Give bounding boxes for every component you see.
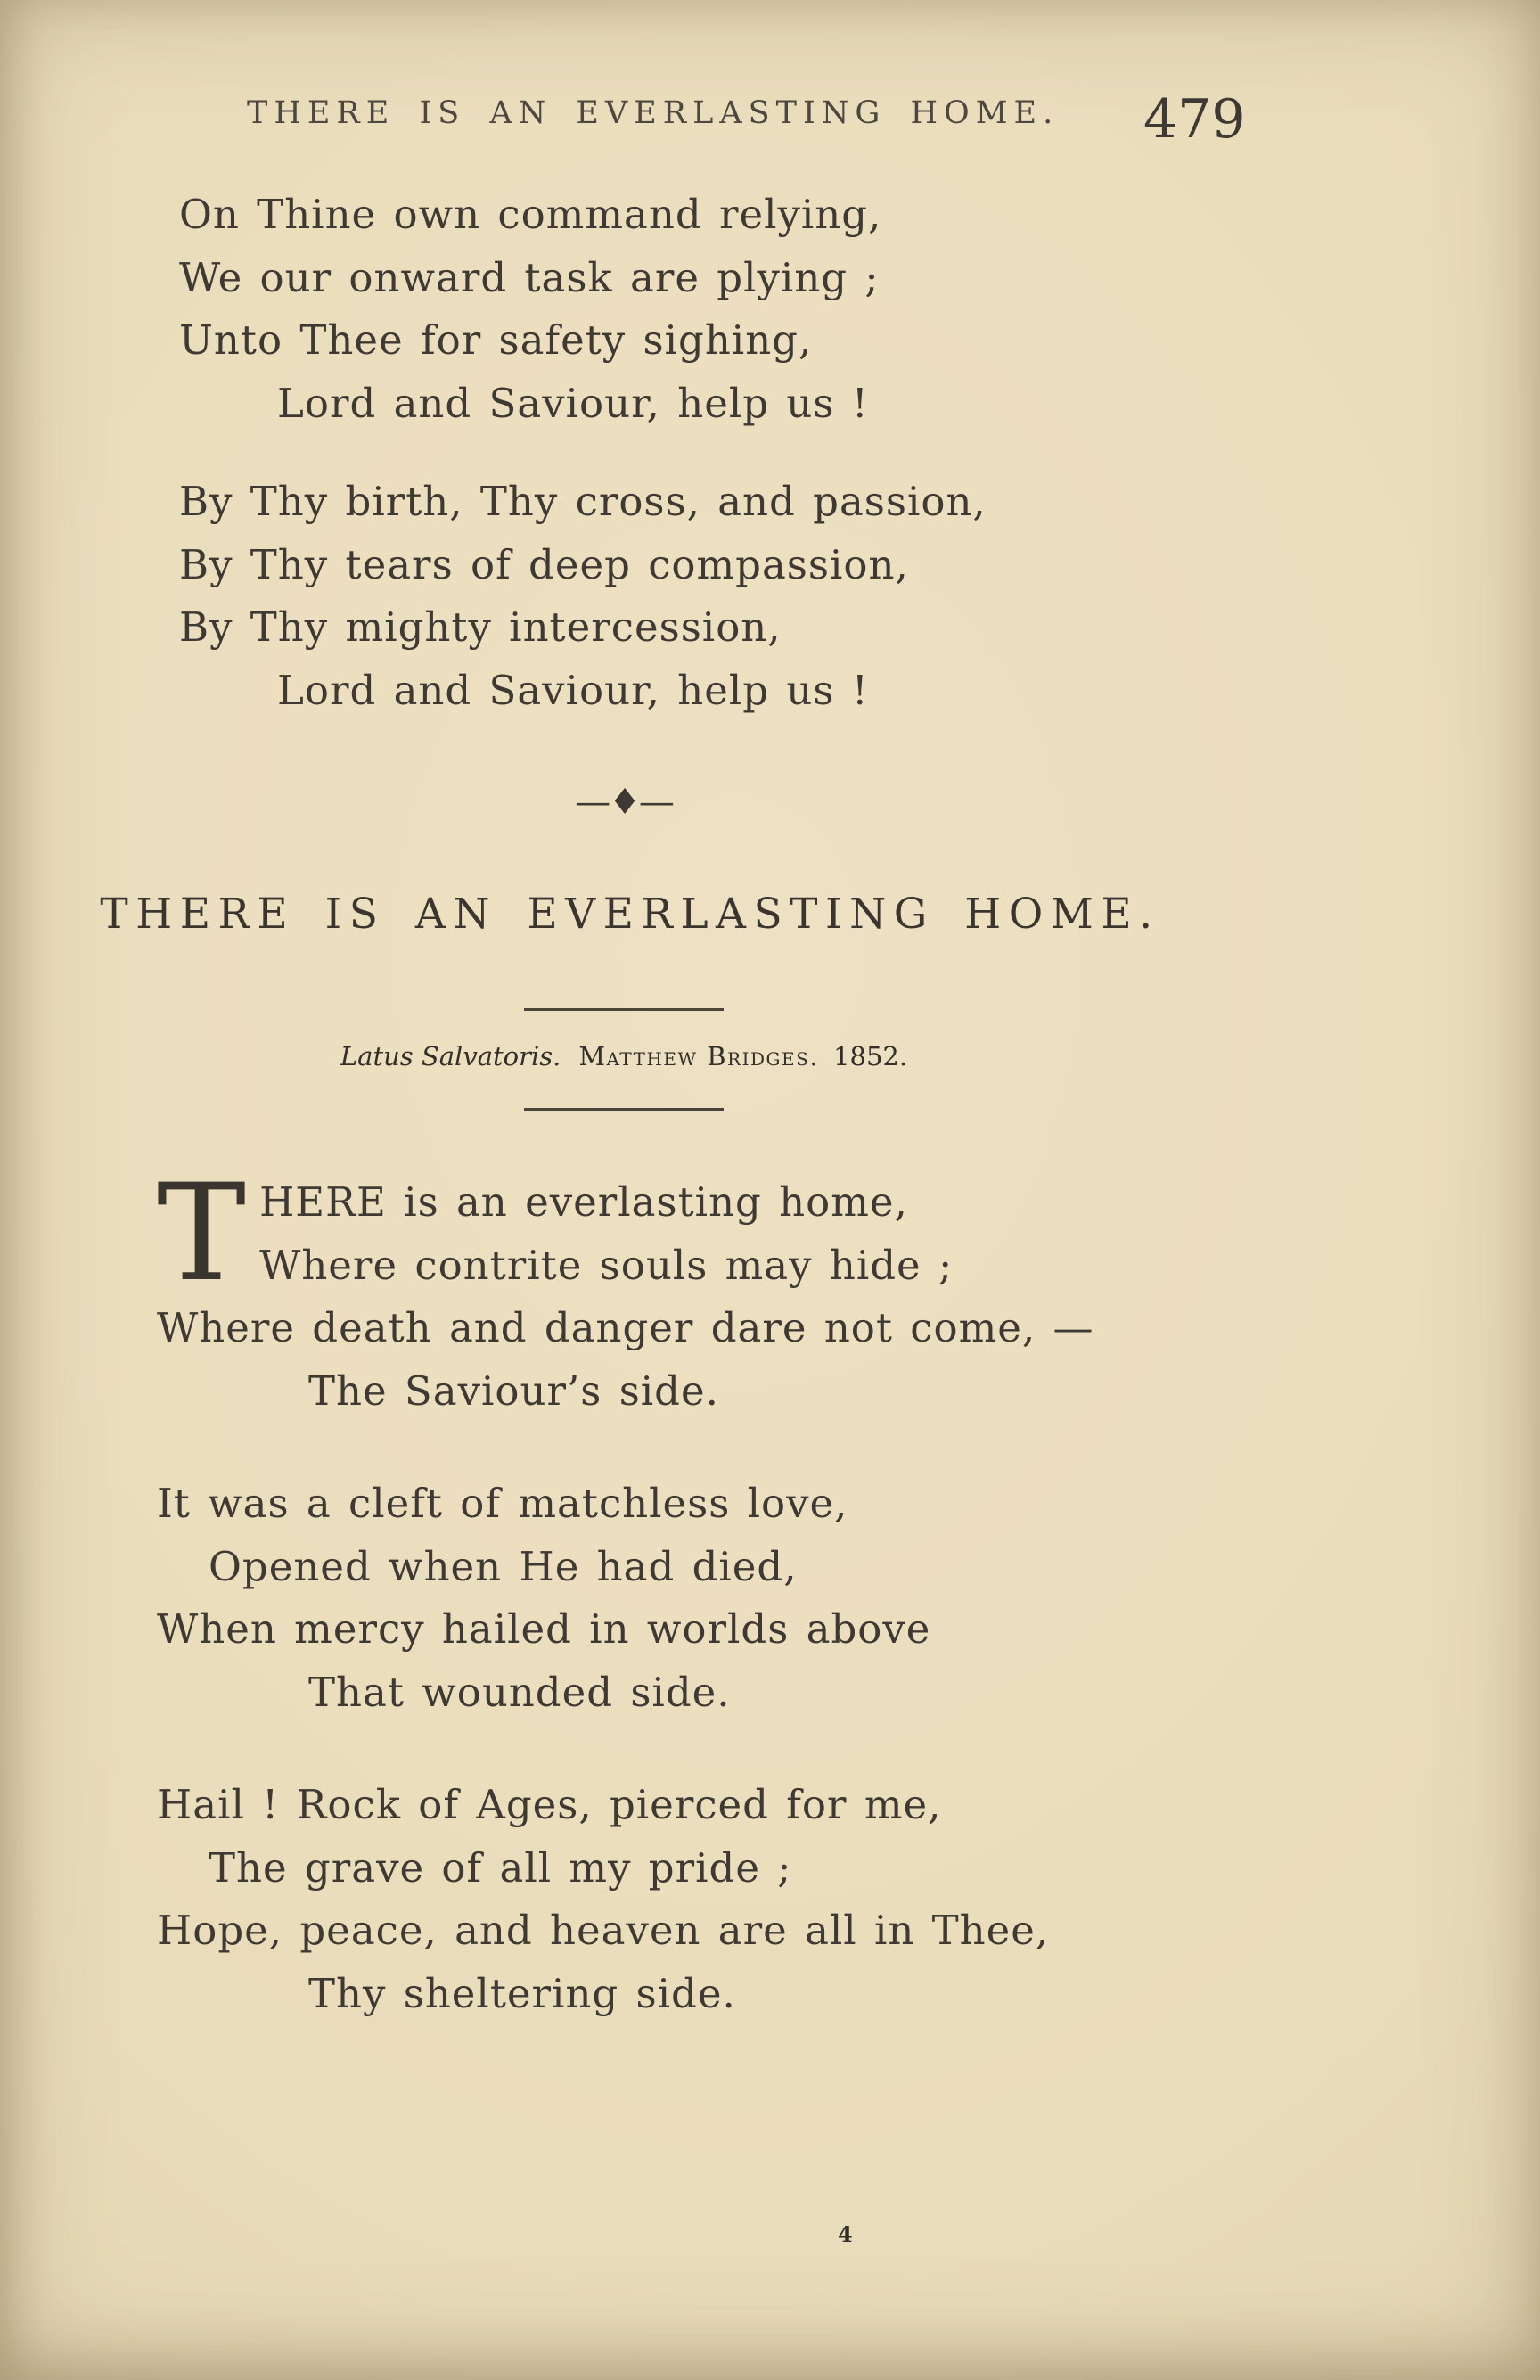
printers-mark: 4	[838, 2221, 853, 2247]
page-number: 479	[1143, 88, 1246, 151]
poem-line: Lord and Saviour, help us !	[277, 666, 869, 714]
stanza	[157, 1774, 1094, 2025]
poem-line: HERE is an everlasting home,	[259, 1178, 908, 1226]
poem-line: When mercy hailed in worlds above	[157, 1605, 931, 1653]
poem-line: The Saviour’s side.	[308, 1366, 719, 1415]
poem-line: We our onward task are plying ;	[179, 253, 880, 301]
poem-line: Thy sheltering side.	[308, 1969, 736, 2017]
poem-line: Where death and danger dare not come, —	[157, 1304, 1094, 1351]
stanza	[157, 1473, 1094, 1724]
author-name: Matthew Bridges.	[578, 1041, 820, 1071]
poem-line: By Thy birth, Thy cross, and passion,	[179, 478, 987, 525]
stanza	[179, 471, 987, 722]
poem-line: It was a cleft of matchless love,	[157, 1480, 848, 1527]
attribution-line	[0, 1041, 1248, 1072]
hymn-body	[157, 1156, 1094, 2025]
attribution-rule-top	[524, 1008, 724, 1011]
section-divider-ornament: —♦—	[575, 782, 673, 823]
poem-line: By Thy tears of deep compassion,	[179, 540, 909, 588]
drop-cap: T	[157, 1156, 248, 1311]
stanza	[157, 1156, 1094, 1423]
poem-line: Unto Thee for safety sighing,	[179, 316, 813, 364]
poem-line: Hope, peace, and heaven are all in Thee,	[157, 1907, 1050, 1954]
tune-name: Latus Salvatoris.	[340, 1041, 561, 1071]
poem-line: The grave of all my pride ;	[209, 1843, 792, 1892]
poem-line: Opened when He had died,	[209, 1542, 798, 1590]
attribution-rule-bottom	[524, 1108, 724, 1111]
poem-line: Lord and Saviour, help us !	[277, 379, 869, 427]
poem-line: That wounded side.	[308, 1668, 731, 1716]
stanza	[179, 184, 987, 435]
poem-line: By Thy mighty intercession,	[179, 603, 782, 651]
hymn-title: THERE IS AN EVERLASTING HOME.	[100, 890, 1160, 939]
poem-line: Where contrite souls may hide ;	[259, 1241, 954, 1289]
closing-stanzas	[179, 184, 987, 722]
poem-line: Hail ! Rock of Ages, pierced for me,	[157, 1781, 942, 1828]
running-header-title: THERE IS AN EVERLASTING HOME.	[247, 95, 1060, 131]
poem-line: On Thine own command relying,	[179, 191, 882, 238]
composition-year: 1852.	[833, 1041, 908, 1071]
